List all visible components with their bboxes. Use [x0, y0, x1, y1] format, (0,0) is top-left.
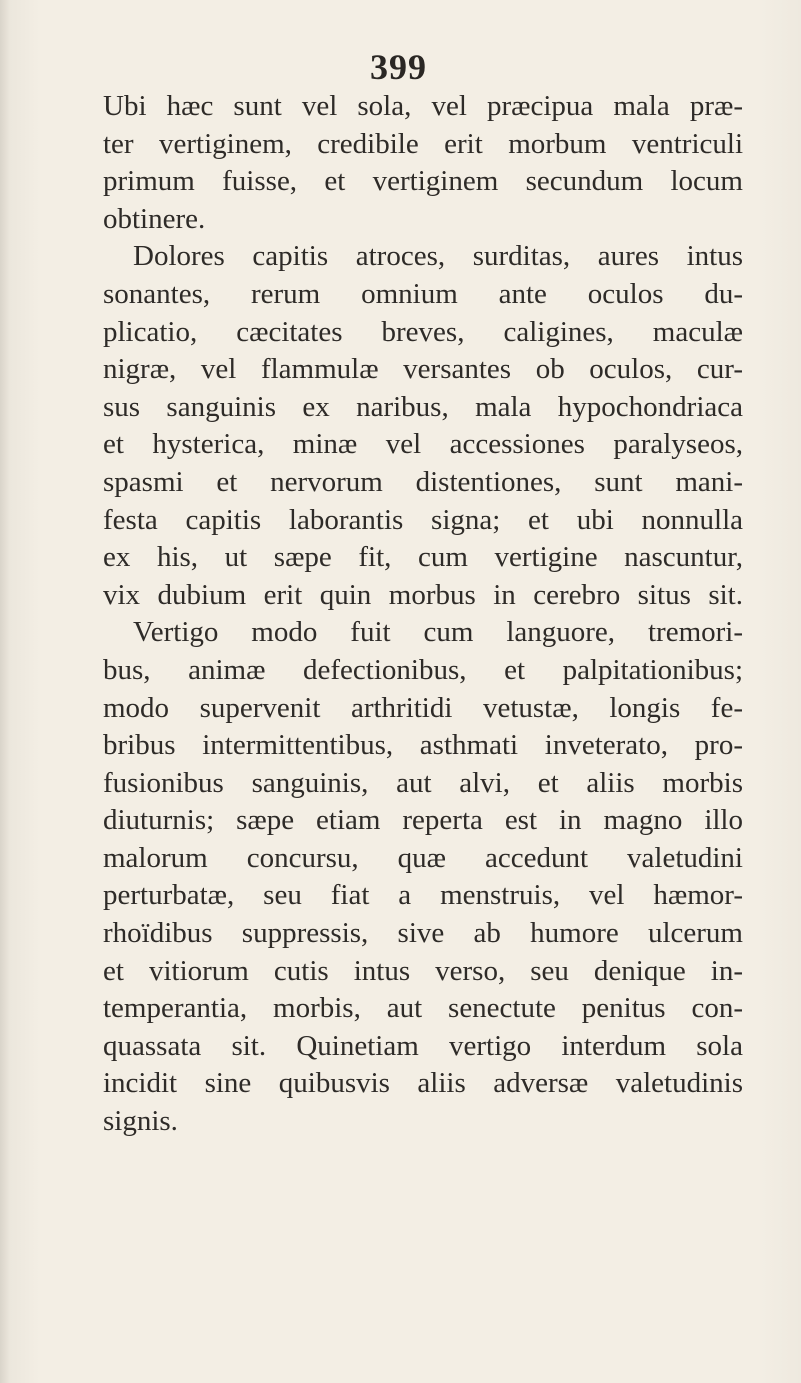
text-line: et hysterica, minæ vel accessiones paralyseos,: [103, 428, 743, 461]
text-line: Ubi hæc sunt vel sola, vel præcipua mala præ-: [103, 90, 743, 122]
text-line: ex his, ut sæpe fit, cum vertigine nascuntur,: [103, 541, 743, 574]
text-line: fusionibus sanguinis, aut alvi, et aliis morbis: [103, 766, 743, 799]
page-number: 399: [370, 47, 427, 87]
text-line: temperantia, morbis, aut senectute penitus con-: [103, 992, 743, 1025]
text-line: festa capitis laborantis signa; et ubi nonnulla: [103, 503, 743, 536]
text-line: nigræ, vel flammulæ versantes ob oculos, cur-: [103, 353, 743, 386]
text-line: ter vertiginem, credibile erit morbum ventriculi: [103, 127, 743, 160]
text-line: incidit sine quibusvis aliis adversæ valetudinis: [103, 1067, 743, 1100]
text-line: rhoïdibus suppressis, sive ab humore ulcerum: [103, 917, 743, 950]
text-line: diuturnis; sæpe etiam reperta est in magno illo: [103, 804, 743, 837]
text-line: obtinere.: [103, 202, 206, 235]
text-line: sus sanguinis ex naribus, mala hypochondriaca: [103, 390, 743, 423]
text-line: sonantes, rerum omnium ante oculos du-: [103, 277, 743, 310]
text-line: vix dubium erit quin morbus in cerebro situs sit.: [103, 578, 743, 611]
text-line: perturbatæ, seu fiat a menstruis, vel hæmor-: [103, 879, 743, 912]
body-text: [103, 88, 743, 1141]
text-line: primum fuisse, et vertiginem secundum locum: [103, 165, 743, 198]
text-line: bus, animæ defectionibus, et palpitationibus;: [103, 653, 743, 686]
text-line: et vitiorum cutis intus verso, seu denique in-: [103, 954, 743, 987]
text-line: quassata sit. Quinetiam vertigo interdum sola: [103, 1029, 743, 1062]
text-line: plicatio, cæcitates breves, caligines, maculæ: [103, 315, 743, 348]
text-line: Vertigo modo fuit cum languore, tremori-: [133, 616, 743, 649]
text-line: spasmi et nervorum distentiones, sunt mani-: [103, 465, 743, 498]
text-line: Dolores capitis atroces, surditas, aures intus: [133, 240, 743, 273]
text-line: bribus intermittentibus, asthmati inveterato, pro-: [103, 729, 743, 762]
text-line: malorum concursu, quæ accedunt valetudini: [103, 841, 743, 874]
text-line: signis.: [103, 1105, 178, 1138]
text-line: modo supervenit arthritidi vetustæ, longis fe-: [103, 691, 743, 724]
